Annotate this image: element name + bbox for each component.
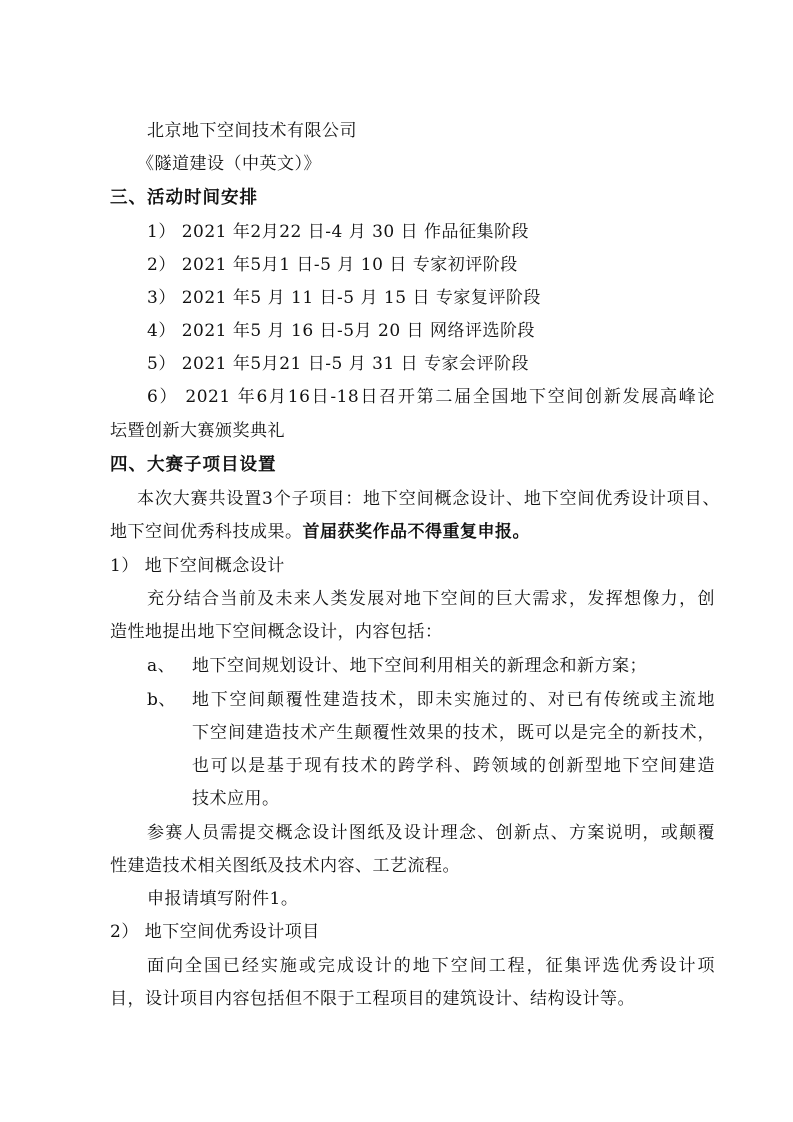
subproject-2-title: 2） 地下空间优秀设计项目 [110,922,320,942]
section-4-intro: 本次大赛共设置3个子项目：地下空间概念设计、地下空间优秀设计项目、 [137,489,720,509]
list-marker-a: a、 [147,656,176,676]
list-item-b: 地下空间颠覆性建造技术，即未实施过的、对已有传统或主流地 [192,690,715,710]
list-item-b-line: 技术应用。 [192,789,280,809]
schedule-item: 6） 2021 年6月16日-18日召开第二届全国地下空间创新发展高峰论 [147,387,715,407]
list-marker-b: b、 [147,690,176,710]
journal-name: 《隧道建设（中英文）》 [137,154,321,174]
schedule-item: 5） 2021 年5月21 日-5 月 31 日 专家会评阶段 [147,354,530,374]
list-item-b-line: 也可以是基于现有技术的跨学科、跨领域的创新型地下空间建造 [192,756,715,776]
subproject-1-title: 1） 地下空间概念设计 [110,556,285,576]
schedule-item: 4） 2021 年5 月 16 日-5月 20 日 网络评选阶段 [147,321,535,341]
list-item-a: 地下空间规划设计、地下空间利用相关的新理念和新方案； [192,656,647,676]
subproject-1-paragraph: 充分结合当前及未来人类发展对地下空间的巨大需求，发挥想像力，创 [147,589,715,609]
schedule-item: 1） 2021 年2月22 日-4 月 30 日 作品征集阶段 [147,222,530,242]
schedule-item: 3） 2021 年5 月 11 日-5 月 15 日 专家复评阶段 [147,288,541,308]
section-4-heading: 四、大赛子项目设置 [110,455,277,475]
section-3-heading: 三、活动时间安排 [110,188,258,208]
subproject-1-paragraph-continuation: 造性地提出地下空间概念设计，内容包括： [110,622,443,642]
submission-requirements: 参赛人员需提交概念设计图纸及设计理念、创新点、方案说明，或颠覆 [147,823,715,843]
schedule-item: 2） 2021 年5月1 日-5 月 10 日 专家初评阶段 [147,255,518,275]
attachment-note: 申报请填写附件1。 [147,889,299,909]
submission-requirements-continuation: 性建造技术相关图纸及技术内容、工艺流程。 [110,856,460,876]
intro-bold-notice: 首届获奖作品不得重复申报。 [302,522,530,542]
subproject-2-paragraph: 面向全国已经实施或完成设计的地下空间工程，征集评选优秀设计项 [147,956,715,976]
intro-normal-text: 地下空间优秀科技成果。 [110,522,303,542]
section-4-intro-continuation [110,521,530,543]
organizer-name: 北京地下空间技术有限公司 [147,121,357,141]
schedule-item-continuation: 坛暨创新大赛颁奖典礼 [110,421,285,441]
subproject-2-paragraph-continuation: 目，设计项目内容包括但不限于工程项目的建筑设计、结构设计等。 [110,989,635,1009]
list-item-b-line: 下空间建造技术产生颠覆性效果的技术，既可以是完全的新技术， [192,723,715,743]
